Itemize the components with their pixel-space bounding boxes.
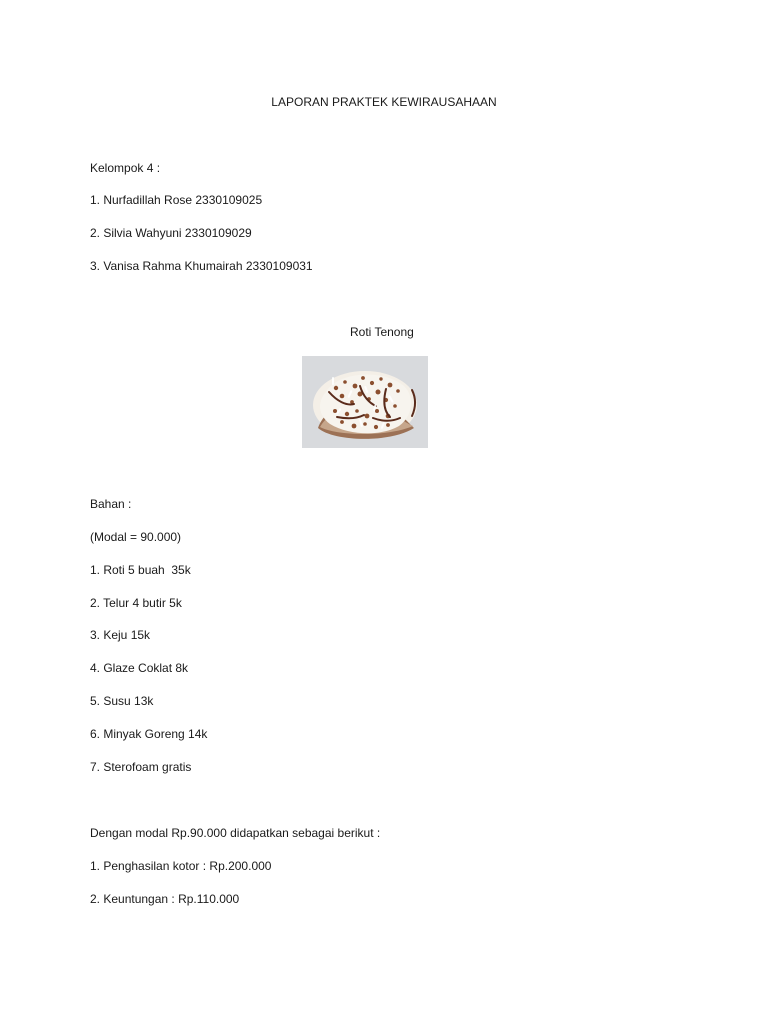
capital-note: (Modal = 90.000)	[90, 530, 182, 544]
ingredient-item: 2. Telur 4 butir 5k	[90, 596, 182, 610]
roti-tenong-photo	[302, 356, 428, 448]
member-item: 2. Silvia Wahyuni 2330109029	[90, 226, 252, 240]
ingredient-item: 6. Minyak Goreng 14k	[90, 727, 208, 741]
ingredients-heading: Bahan :	[90, 497, 132, 511]
ingredient-item: 1. Roti 5 buah 35k	[90, 563, 191, 577]
ingredient-item: 7. Sterofoam gratis	[90, 760, 192, 774]
result-item: 1. Penghasilan kotor : Rp.200.000	[90, 859, 272, 873]
ingredient-item: 3. Keju 15k	[90, 628, 151, 642]
roti-tenong-image	[302, 356, 428, 448]
result-item: 2. Keuntungan : Rp.110.000	[90, 892, 240, 906]
result-intro: Dengan modal Rp.90.000 didapatkan sebagai berikut :	[90, 826, 381, 840]
ingredient-item: 5. Susu 13k	[90, 694, 154, 708]
ingredient-item: 4. Glaze Coklat 8k	[90, 661, 189, 675]
product-title: Roti Tenong	[350, 325, 414, 339]
group-label: Kelompok 4 :	[90, 161, 161, 175]
member-item: 1. Nurfadillah Rose 2330109025	[90, 193, 263, 207]
document-title: LAPORAN PRAKTEK KEWIRAUSAHAAN	[271, 95, 497, 109]
member-item: 3. Vanisa Rahma Khumairah 2330109031	[90, 259, 313, 273]
